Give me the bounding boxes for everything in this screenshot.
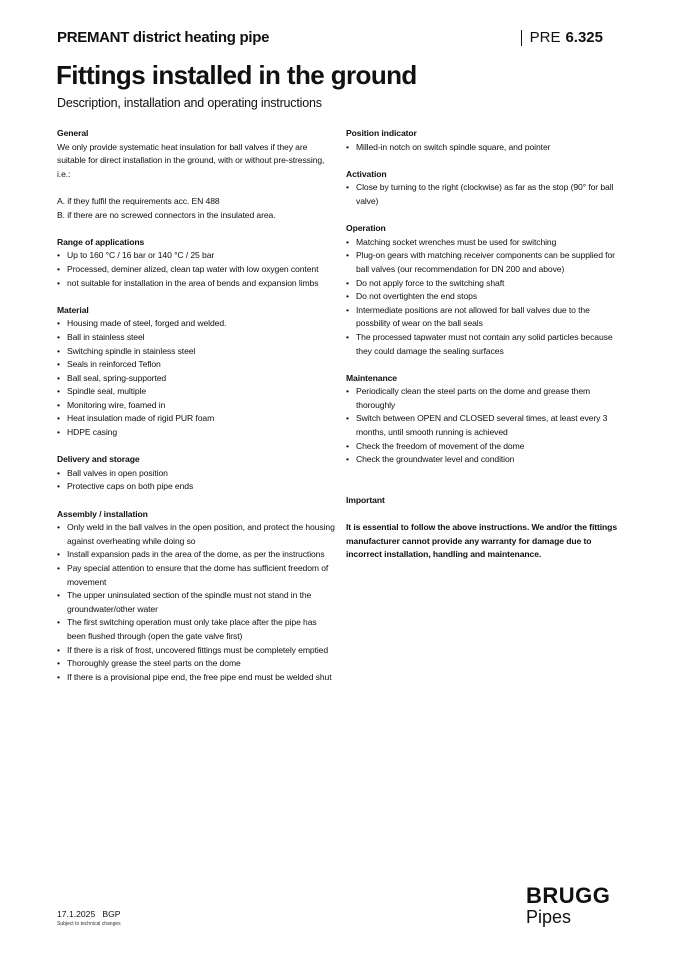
section-maintenance xyxy=(346,372,618,467)
list-item: • Thoroughly grease the steel parts on the dome xyxy=(57,657,337,671)
section-heading: Range of applications xyxy=(57,236,145,247)
bullet-list xyxy=(346,236,618,358)
list-item: • Ball seal, spring-supported xyxy=(57,372,337,386)
list-item: • If there is a risk of frost, uncovered fittings must be completely emptied xyxy=(57,644,337,658)
list-item: • Processed, deminer alized, clean tap water with low oxygen content xyxy=(57,263,337,277)
section-range xyxy=(57,236,337,290)
list-item: • Milled-in notch on switch spindle square, and pointer xyxy=(346,141,618,155)
header-divider xyxy=(521,30,522,46)
section-position-indicator xyxy=(346,127,618,154)
page-title: Fittings installed in the ground xyxy=(56,60,417,90)
document-code-prefix: PRE xyxy=(529,29,561,46)
bullet-list xyxy=(57,317,337,439)
list-item: • Install expansion pads in the area of the dome, as per the instructions xyxy=(57,548,337,562)
list-item: • Switching spindle in stainless steel xyxy=(57,345,337,359)
list-item: • Periodically clean the steel parts on the dome and grease them thoroughly xyxy=(346,385,618,412)
list-item: • Only weld in the ball valves in the open position, and protect the housing against overheating while doing so xyxy=(57,521,337,548)
general-item-a: A. if they fulfil the requirements acc. EN 488 xyxy=(57,195,220,206)
product-name: PREMANT district heating pipe xyxy=(57,29,270,46)
section-assembly xyxy=(57,508,337,685)
logo-brand: BRUGG xyxy=(526,883,611,908)
list-item: • The upper uninsulated section of the spindle must not stand in the groundwater/other water xyxy=(57,589,337,616)
left-column xyxy=(57,127,337,698)
list-item: • Switch between OPEN and CLOSED several times, at least every 3 months, until smooth running is achieved xyxy=(346,412,618,439)
right-column xyxy=(346,127,618,576)
list-item: • Monitoring wire, foamed in xyxy=(57,399,337,413)
list-item: • Do not overtighten the end stops xyxy=(346,290,618,304)
important-text: It is essential to follow the above instructions. We and/or the fittings manufacturer cannot provide any warranty for damage due to incorrect installation, handling and maintenance. xyxy=(346,522,618,560)
bullet-list xyxy=(57,467,337,494)
list-item: • Up to 160 °C / 16 bar or 140 °C / 25 bar xyxy=(57,249,337,263)
list-item: • If there is a provisional pipe end, the free pipe end must be welded shut xyxy=(57,671,337,685)
section-important xyxy=(346,494,618,562)
brugg-pipes-logo xyxy=(526,885,610,926)
list-item: • Heat insulation made of rigid PUR foam xyxy=(57,412,337,426)
list-item: • Matching socket wrenches must be used for switching xyxy=(346,236,618,250)
list-item: • Close by turning to the right (clockwise) as far as the stop (90° for ball valve) xyxy=(346,181,618,208)
list-item: • Plug-on gears with matching receiver components can be supplied for ball valves (our recommendation for DN 200 and above) xyxy=(346,249,618,276)
section-heading: Position indicator xyxy=(346,128,417,138)
section-operation xyxy=(346,222,618,358)
list-item: • Protective caps on both pipe ends xyxy=(57,480,337,494)
bullet-list xyxy=(346,385,618,467)
document-code xyxy=(521,29,603,46)
section-heading: Maintenance xyxy=(346,372,397,383)
list-item: • Seals in reinforced Teflon xyxy=(57,358,337,372)
list-item: • The processed tapwater must not contain any solid particles because they could damage the sealing surfaces xyxy=(346,331,618,358)
list-item: • Housing made of steel, forged and welded. xyxy=(57,317,337,331)
bullet-list xyxy=(346,141,618,155)
list-item: • Spindle seal, multiple xyxy=(57,385,337,399)
section-material xyxy=(57,304,337,440)
section-heading: Operation xyxy=(346,223,386,234)
list-item: • Ball valves in open position xyxy=(57,467,337,481)
section-heading: Delivery and storage xyxy=(57,454,140,465)
list-item: • Ball in stainless steel xyxy=(57,331,337,345)
list-item: • HDPE casing xyxy=(57,426,337,440)
list-item: • Do not apply force to the switching shaft xyxy=(346,277,618,291)
section-heading: General xyxy=(57,128,89,138)
list-item: • Check the groundwater level and condition xyxy=(346,453,618,467)
general-intro: We only provide systematic heat insulation for ball valves if they are suitable for direct installation in the ground, with or without pre-stressing, i.e.: xyxy=(57,141,325,179)
section-general xyxy=(57,127,337,222)
list-item: • Intermediate positions are not allowed for ball valves due to the possbility of wear on the ball seals xyxy=(346,304,618,331)
page-subtitle: Description, installation and operating instructions xyxy=(57,96,322,110)
section-heading: Important xyxy=(346,495,385,506)
list-item: • The first switching operation must only take place after the pipe has been flushed through (open the gate valve first) xyxy=(57,616,337,643)
list-item: • not suitable for installation in the area of bends and expansion limbs xyxy=(57,277,337,291)
section-heading: Activation xyxy=(346,168,387,179)
section-activation xyxy=(346,168,618,209)
footer-date: 17.1.2025 BGP xyxy=(57,909,121,919)
bullet-list xyxy=(57,249,337,290)
list-item: • Pay special attention to ensure that the dome has sufficient freedom of movement xyxy=(57,562,337,589)
bullet-list xyxy=(57,521,337,684)
section-heading: Assembly / installation xyxy=(57,508,148,519)
footer-note: Subject to technical changes xyxy=(57,921,121,927)
section-heading: Material xyxy=(57,304,89,315)
logo-sub: Pipes xyxy=(526,907,572,927)
list-item: • Check the freedom of movement of the dome xyxy=(346,440,618,454)
section-delivery xyxy=(57,453,337,494)
bullet-list xyxy=(346,181,618,208)
general-item-b: B. if there are no screwed connectors in the insulated area. xyxy=(57,209,276,220)
document-code-number: 6.325 xyxy=(565,29,603,46)
